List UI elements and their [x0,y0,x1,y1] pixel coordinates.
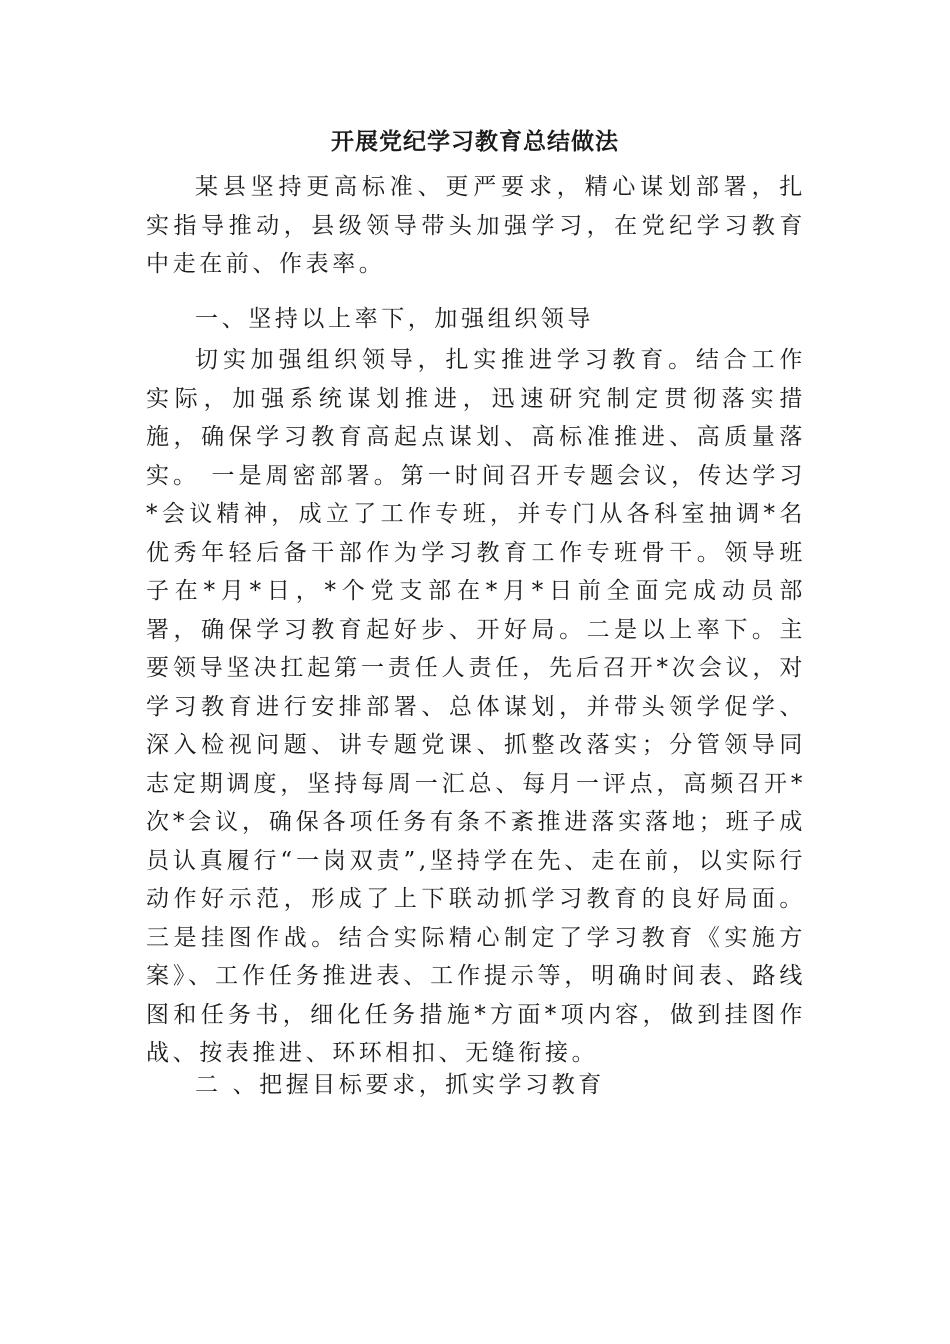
section-one-heading: 一、坚持以上率下，加强组织领导 [195,306,594,332]
section-two-heading: 二 、把握目标要求，抓实学习教育 [195,1072,605,1098]
intro-paragraph: 某县坚持更高标准、更严要求，精心谋划部署，扎实指导推动，县级领导带头加强学习，在党纪学习教育中走在前、作表率。 [146,174,806,277]
section-one-paragraph: 切实加强组织领导，扎实推进学习教育。结合工作实际，加强系统谋划推进，迅速研究制定贯彻落实措施，确保学习教育高起点谋划、高标准推进、高质量落实。 一是周密部署。第一时间召开专题会议，传达学习*会议精神，成立了工作专班，并专门从各科室抽调*名优秀年轻后备干部作为学习教育工作专班骨干。领导班子在*月*日，*个党支部在*月*日前全面完成动员部署，确保学习教育起好步、开好局。二是以上率下。主要领导坚决扛起第一责任人责任，先后召开*次会议，对学习教育进行安排部署、总体谋划，并带头领学促学、深入检视问题、讲专题党课、抓整改落实；分管领导同志定期调度，坚持每周一汇总、每月一评点，高频召开*次*会议，确保各项任务有条不紊推进落实落地；班子成员认真履行“一岗双责”,坚持学在先、走在前，以实际行动作好示范，形成了上下联动抓学习教育的良好局面。三是挂图作战。结合实际精心制定了学习教育《实施方案》、工作任务推进表、工作提示等，明确时间表、路线图和任务书，细化任务措施*方面*项内容，做到挂图作战、按表推进、环环相扣、无缝衔接。 [146,347,806,1066]
document-title: 开展党纪学习教育总结做法 [331,128,619,155]
